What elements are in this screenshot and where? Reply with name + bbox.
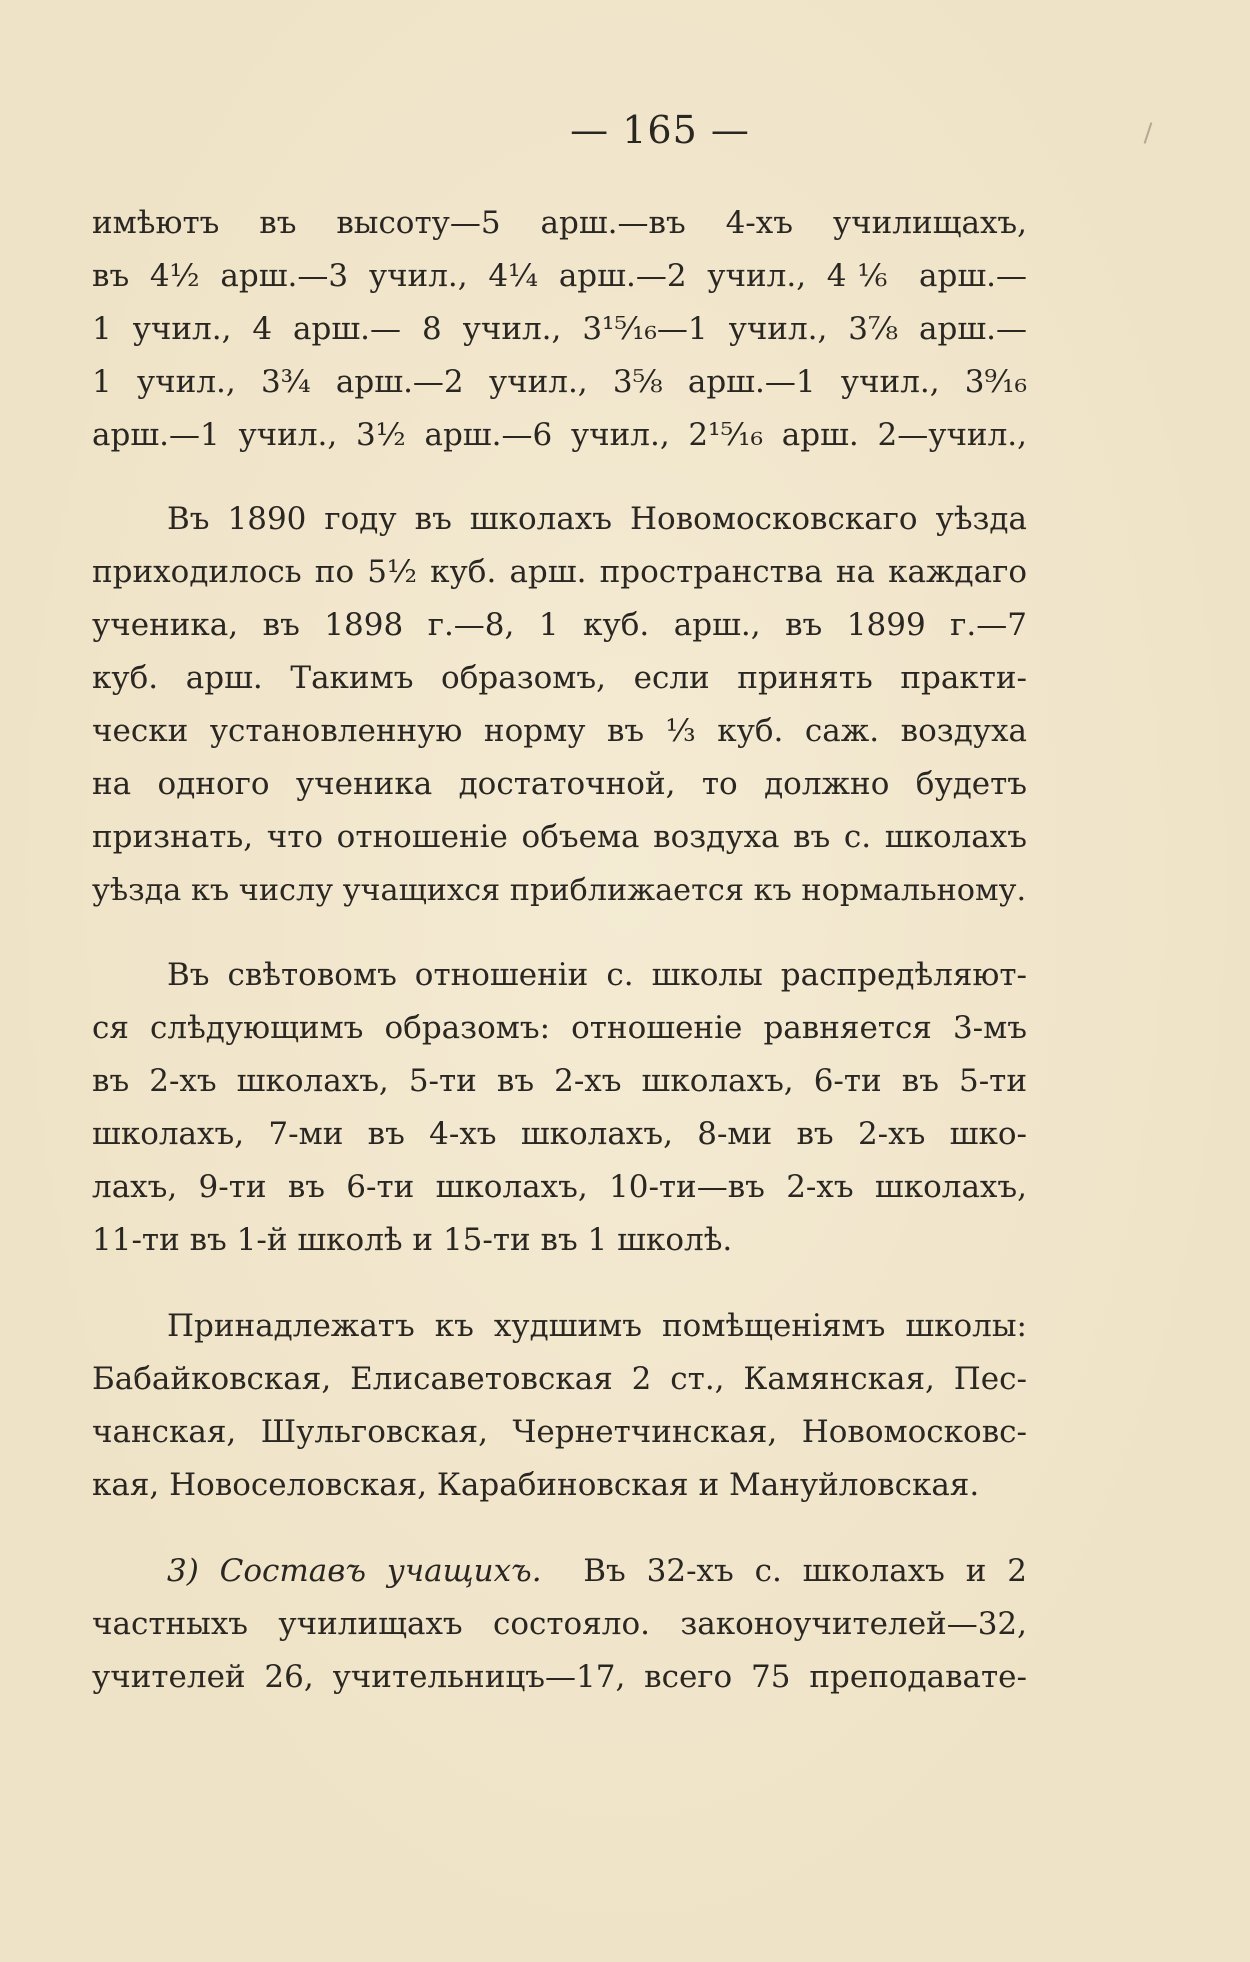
paragraph-teaching-staff — [92, 1545, 1027, 1704]
text-fragment: Въ 32-хъ с. школахъ и 2 — [583, 1553, 1027, 1589]
text-line: школахъ, 7-ми въ 4-хъ школахъ, 8-ми въ 2-хъ шко- — [92, 1116, 1027, 1152]
text-line: 1 учил., 4 арш.— 8 учил., 3¹⁵⁄₁₆—1 учил., 3⅞ арш.— — [92, 311, 1027, 347]
text-line: арш.—1 учил., 3½ арш.—6 учил., 2¹⁵⁄₁₆ арш. 2—учил., — [92, 417, 1027, 453]
text-line: ся слѣдующимъ образомъ: отношеніе равняется 3-мъ — [92, 1010, 1027, 1046]
text-line: имѣютъ въ высоту—5 арш.—въ 4-хъ училищахъ, — [92, 205, 1027, 241]
text-line: куб. арш. Такимъ образомъ, если принять практи- — [92, 660, 1027, 696]
paragraph-lighting — [92, 949, 1027, 1267]
text-line — [92, 1545, 1027, 1598]
text-line: ученика, въ 1898 г.—8, 1 куб. арш., въ 1899 г.—7 — [92, 607, 1027, 643]
text-line: на одного ученика достаточной, то должно будетъ — [92, 766, 1027, 802]
text-line: уѣзда къ числу учащихся приближается къ нормальному. — [92, 873, 1027, 908]
text-line: лахъ, 9-ти въ 6-ти школахъ, 10-ти—въ 2-хъ школахъ, — [92, 1169, 1027, 1205]
text-line: Въ свѣтовомъ отношеніи с. школы распредѣляют- — [167, 957, 1027, 993]
text-line: приходилось по 5½ куб. арш. пространства на каждаго — [92, 554, 1027, 590]
paragraph-room-heights — [92, 197, 1027, 462]
text-line: 11-ти въ 1-й школѣ и 15-ти въ 1 школѣ. — [92, 1222, 733, 1258]
text-line: Въ 1890 году въ школахъ Новомосковскаго уѣзда — [167, 501, 1027, 537]
text-line: чанская, Шульговская, Чернетчинская, Новомосковс- — [92, 1414, 1027, 1450]
text-line: учителей 26, учительницъ—17, всего 75 преподавате- — [92, 1659, 1027, 1695]
text-line: признать, что отношеніе объема воздуха въ с. школахъ — [92, 819, 1027, 855]
text-line: въ 4½ арш.—3 учил., 4¼ арш.—2 учил., 4⅙ арш.— — [92, 258, 1027, 294]
section-heading: 3) Составъ учащихъ. — [167, 1553, 542, 1589]
text-line: чески установленную норму въ ⅓ куб. саж. воздуха — [92, 713, 1027, 749]
page-number: — 165 — — [570, 108, 750, 152]
text-line: Бабайковская, Елисаветовская 2 ст., Камянская, Пес- — [92, 1361, 1027, 1397]
text-line: Принадлежатъ къ худшимъ помѣщеніямъ школы: — [167, 1308, 1027, 1344]
paragraph-air-volume — [92, 493, 1027, 917]
text-line: частныхъ училищахъ состояло. законоучителей—32, — [92, 1606, 1027, 1642]
text-line: 1 учил., 3¾ арш.—2 учил., 3⅝ арш.—1 учил., 3⁹⁄₁₆ — [92, 364, 1027, 400]
paragraph-worst-premises — [92, 1300, 1027, 1512]
text-line: кая, Новоселовская, Карабиновская и Мануйловская. — [92, 1467, 980, 1503]
text-line: въ 2-хъ школахъ, 5-ти въ 2-хъ школахъ, 6-ти въ 5-ти — [92, 1063, 1027, 1099]
